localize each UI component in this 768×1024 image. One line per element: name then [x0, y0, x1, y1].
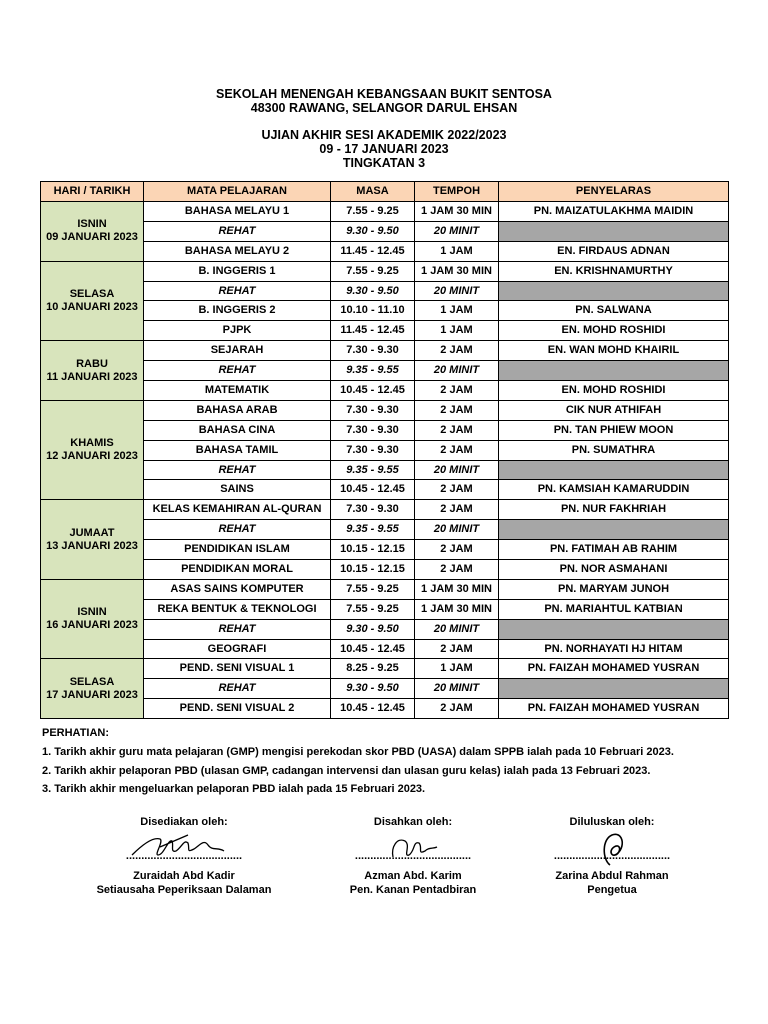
duration-cell: 20 MINIT	[415, 460, 499, 480]
signatory-position: Pengetua	[587, 884, 637, 896]
day-date-cell	[41, 202, 144, 262]
coordinator-cell: PN. MAIZATULAKHMA MAIDIN	[499, 202, 729, 222]
signatory-name: Azman Abd. Karim	[364, 870, 462, 882]
table-row	[41, 699, 729, 719]
signatory-name: Zuraidah Abd Kadir	[133, 870, 235, 882]
day-date-cell	[41, 341, 144, 401]
time-cell: 10.45 - 12.45	[331, 639, 415, 659]
duration-cell: 1 JAM	[415, 241, 499, 261]
day-date-cell	[41, 261, 144, 341]
day-date-cell	[41, 500, 144, 580]
subject-cell: MATEMATIK	[144, 381, 331, 401]
table-row	[41, 221, 729, 241]
coordinator-cell: PN. FAIZAH MOHAMED YUSRAN	[499, 699, 729, 719]
time-cell: 7.55 - 9.25	[331, 599, 415, 619]
table-row	[41, 540, 729, 560]
time-cell: 7.55 - 9.25	[331, 202, 415, 222]
table-row	[41, 659, 729, 679]
duration-cell: 1 JAM 30 MIN	[415, 579, 499, 599]
coordinator-cell	[499, 460, 729, 480]
table-row	[41, 202, 729, 222]
subject-cell: REHAT	[144, 679, 331, 699]
time-cell: 9.30 - 9.50	[331, 221, 415, 241]
coordinator-cell	[499, 679, 729, 699]
subject-cell: REHAT	[144, 460, 331, 480]
duration-cell: 2 JAM	[415, 381, 499, 401]
subject-cell: REKA BENTUK & TEKNOLOGI	[144, 599, 331, 619]
time-cell: 10.15 - 12.15	[331, 560, 415, 580]
time-cell: 7.30 - 9.30	[331, 420, 415, 440]
day-date-cell	[41, 659, 144, 719]
coordinator-cell: PN. FATIMAH AB RAHIM	[499, 540, 729, 560]
day-date: 09 JANUARI 2023	[46, 231, 138, 244]
subject-cell: BAHASA MELAYU 2	[144, 241, 331, 261]
day-date: 13 JANUARI 2023	[46, 539, 138, 552]
day-date: 10 JANUARI 2023	[46, 300, 138, 313]
school-name: SEKOLAH MENENGAH KEBANGSAAN BUKIT SENTOSA	[216, 87, 552, 101]
table-row	[41, 301, 729, 321]
time-cell: 9.30 - 9.50	[331, 281, 415, 301]
coordinator-cell	[499, 619, 729, 639]
duration-cell: 2 JAM	[415, 420, 499, 440]
subject-cell: SAINS	[144, 480, 331, 500]
time-cell: 7.55 - 9.25	[331, 261, 415, 281]
table-row	[41, 321, 729, 341]
table-row	[41, 639, 729, 659]
coordinator-cell: PN. MARYAM JUNOH	[499, 579, 729, 599]
subject-cell: BAHASA ARAB	[144, 400, 331, 420]
header-coordinator: PENYELARAS	[499, 182, 729, 202]
time-cell: 9.30 - 9.50	[331, 619, 415, 639]
time-cell: 10.10 - 11.10	[331, 301, 415, 321]
duration-cell: 20 MINIT	[415, 361, 499, 381]
table-row	[41, 440, 729, 460]
coordinator-cell: EN. MOHD ROSHIDI	[499, 321, 729, 341]
duration-cell: 1 JAM	[415, 659, 499, 679]
coordinator-cell	[499, 520, 729, 540]
duration-cell: 20 MINIT	[415, 619, 499, 639]
table-row	[41, 361, 729, 381]
subject-cell: PEND. SENI VISUAL 2	[144, 699, 331, 719]
coordinator-cell: PN. NORHAYATI HJ HITAM	[499, 639, 729, 659]
duration-cell: 2 JAM	[415, 540, 499, 560]
day-date-cell	[41, 400, 144, 499]
signature-dots: ......................................	[553, 850, 671, 862]
subject-cell: BAHASA CINA	[144, 420, 331, 440]
table-row	[41, 500, 729, 520]
time-cell: 7.30 - 9.30	[331, 400, 415, 420]
duration-cell: 20 MINIT	[415, 221, 499, 241]
signatory-position: Setiausaha Peperiksaan Dalaman	[96, 884, 272, 896]
subject-cell: BAHASA MELAYU 1	[144, 202, 331, 222]
duration-cell: 2 JAM	[415, 500, 499, 520]
subject-cell: GEOGRAFI	[144, 639, 331, 659]
coordinator-cell: PN. TAN PHIEW MOON	[499, 420, 729, 440]
duration-cell: 2 JAM	[415, 341, 499, 361]
duration-cell: 20 MINIT	[415, 679, 499, 699]
exam-title: UJIAN AKHIR SESI AKADEMIK 2022/2023	[261, 128, 507, 142]
table-row	[41, 241, 729, 261]
header-duration: TEMPOH	[415, 182, 499, 202]
signatory-name: Zarina Abdul Rahman	[555, 870, 669, 882]
table-row	[41, 520, 729, 540]
time-cell: 10.15 - 12.15	[331, 540, 415, 560]
duration-cell: 2 JAM	[415, 400, 499, 420]
subject-cell: PENDIDIKAN ISLAM	[144, 540, 331, 560]
subject-cell: BAHASA TAMIL	[144, 440, 331, 460]
day-name: RABU	[76, 357, 108, 370]
note-item: 1. Tarikh akhir guru mata pelajaran (GMP) mengisi perekodan skor PBD (UASA) dalam SPPB ialah pada 10 Februari 2023.	[42, 746, 674, 758]
table-row	[41, 480, 729, 500]
coordinator-cell: PN. MARIAHTUL KATBIAN	[499, 599, 729, 619]
subject-cell: REHAT	[144, 520, 331, 540]
school-address: 48300 RAWANG, SELANGOR DARUL EHSAN	[250, 101, 518, 115]
coordinator-cell: PN. SUMATHRA	[499, 440, 729, 460]
coordinator-cell	[499, 361, 729, 381]
subject-cell: B. INGGERIS 1	[144, 261, 331, 281]
table-row	[41, 460, 729, 480]
day-date-cell	[41, 579, 144, 659]
coordinator-cell: PN. FAIZAH MOHAMED YUSRAN	[499, 659, 729, 679]
time-cell: 10.45 - 12.45	[331, 381, 415, 401]
signatory-position: Pen. Kanan Pentadbiran	[349, 884, 477, 896]
table-row	[41, 281, 729, 301]
duration-cell: 1 JAM	[415, 301, 499, 321]
table-header-row	[41, 182, 729, 202]
time-cell: 8.25 - 9.25	[331, 659, 415, 679]
duration-cell: 2 JAM	[415, 480, 499, 500]
day-date: 12 JANUARI 2023	[46, 450, 138, 463]
coordinator-cell	[499, 221, 729, 241]
duration-cell: 2 JAM	[415, 639, 499, 659]
duration-cell: 20 MINIT	[415, 281, 499, 301]
coordinator-cell	[499, 281, 729, 301]
subject-cell: B. INGGERIS 2	[144, 301, 331, 321]
table-row	[41, 420, 729, 440]
subject-cell: ASAS SAINS KOMPUTER	[144, 579, 331, 599]
signature-caption: Diluluskan oleh:	[569, 816, 655, 828]
duration-cell: 1 JAM 30 MIN	[415, 261, 499, 281]
header-subject: MATA PELAJARAN	[144, 182, 331, 202]
duration-cell: 2 JAM	[415, 440, 499, 460]
subject-cell: KELAS KEMAHIRAN AL-QURAN	[144, 500, 331, 520]
table-row	[41, 341, 729, 361]
coordinator-cell: PN. KAMSIAH KAMARUDDIN	[499, 480, 729, 500]
schedule-body	[41, 202, 729, 719]
day-name: ISNIN	[77, 606, 107, 619]
time-cell: 7.55 - 9.25	[331, 579, 415, 599]
time-cell: 11.45 - 12.45	[331, 241, 415, 261]
table-row	[41, 381, 729, 401]
table-row	[41, 560, 729, 580]
duration-cell: 1 JAM	[415, 321, 499, 341]
table-row	[41, 599, 729, 619]
duration-cell: 2 JAM	[415, 699, 499, 719]
coordinator-cell: EN. KRISHNAMURTHY	[499, 261, 729, 281]
time-cell: 9.30 - 9.50	[331, 679, 415, 699]
header-day-date: HARI / TARIKH	[41, 182, 144, 202]
table-row	[41, 261, 729, 281]
notes-title: PERHATIAN:	[42, 727, 110, 739]
exam-schedule-table	[40, 181, 729, 719]
table-row	[41, 619, 729, 639]
signature-dots: ......................................	[354, 850, 472, 862]
time-cell: 7.30 - 9.30	[331, 440, 415, 460]
subject-cell: REHAT	[144, 221, 331, 241]
day-name: SELASA	[69, 675, 115, 688]
note-item: 2. Tarikh akhir pelaporan PBD (ulasan GMP, cadangan intervensi dan ulasan guru kelas) ialah pada 13 Februari 2023.	[42, 765, 651, 777]
coordinator-cell: PN. NOR ASMAHANI	[499, 560, 729, 580]
day-name: SELASA	[69, 287, 115, 300]
subject-cell: PJPK	[144, 321, 331, 341]
exam-dates: 09 - 17 JANUARI 2023	[319, 142, 449, 156]
day-name: JUMAAT	[69, 526, 115, 539]
time-cell: 11.45 - 12.45	[331, 321, 415, 341]
exam-level: TINGKATAN 3	[342, 156, 426, 170]
time-cell: 9.35 - 9.55	[331, 460, 415, 480]
coordinator-cell: EN. MOHD ROSHIDI	[499, 381, 729, 401]
duration-cell: 1 JAM 30 MIN	[415, 202, 499, 222]
time-cell: 7.30 - 9.30	[331, 500, 415, 520]
table-row	[41, 679, 729, 699]
signature-caption: Disahkan oleh:	[373, 816, 453, 828]
table-row	[41, 400, 729, 420]
table-row	[41, 579, 729, 599]
time-cell: 7.30 - 9.30	[331, 341, 415, 361]
coordinator-cell: PN. SALWANA	[499, 301, 729, 321]
subject-cell: SEJARAH	[144, 341, 331, 361]
duration-cell: 2 JAM	[415, 560, 499, 580]
day-date: 11 JANUARI 2023	[46, 370, 138, 383]
day-name: KHAMIS	[70, 437, 114, 450]
duration-cell: 20 MINIT	[415, 520, 499, 540]
coordinator-cell: EN. FIRDAUS ADNAN	[499, 241, 729, 261]
time-cell: 10.45 - 12.45	[331, 480, 415, 500]
note-item: 3. Tarikh akhir mengeluarkan pelaporan PBD ialah pada 15 Februari 2023.	[42, 783, 426, 795]
day-name: ISNIN	[77, 218, 107, 231]
day-date: 17 JANUARI 2023	[46, 688, 138, 701]
coordinator-cell: PN. NUR FAKHRIAH	[499, 500, 729, 520]
duration-cell: 1 JAM 30 MIN	[415, 599, 499, 619]
day-date: 16 JANUARI 2023	[46, 619, 138, 632]
coordinator-cell: EN. WAN MOHD KHAIRIL	[499, 341, 729, 361]
signature-caption: Disediakan oleh:	[140, 816, 228, 828]
subject-cell: REHAT	[144, 361, 331, 381]
time-cell: 10.45 - 12.45	[331, 699, 415, 719]
subject-cell: REHAT	[144, 281, 331, 301]
signature-block-approved	[492, 815, 732, 897]
subject-cell: PEND. SENI VISUAL 1	[144, 659, 331, 679]
subject-cell: REHAT	[144, 619, 331, 639]
signature-block-prepared	[64, 815, 304, 897]
time-cell: 9.35 - 9.55	[331, 520, 415, 540]
coordinator-cell: CIK NUR ATHIFAH	[499, 400, 729, 420]
header-time: MASA	[331, 182, 415, 202]
time-cell: 9.35 - 9.55	[331, 361, 415, 381]
signature-dots: ......................................	[125, 850, 243, 862]
subject-cell: PENDIDIKAN MORAL	[144, 560, 331, 580]
